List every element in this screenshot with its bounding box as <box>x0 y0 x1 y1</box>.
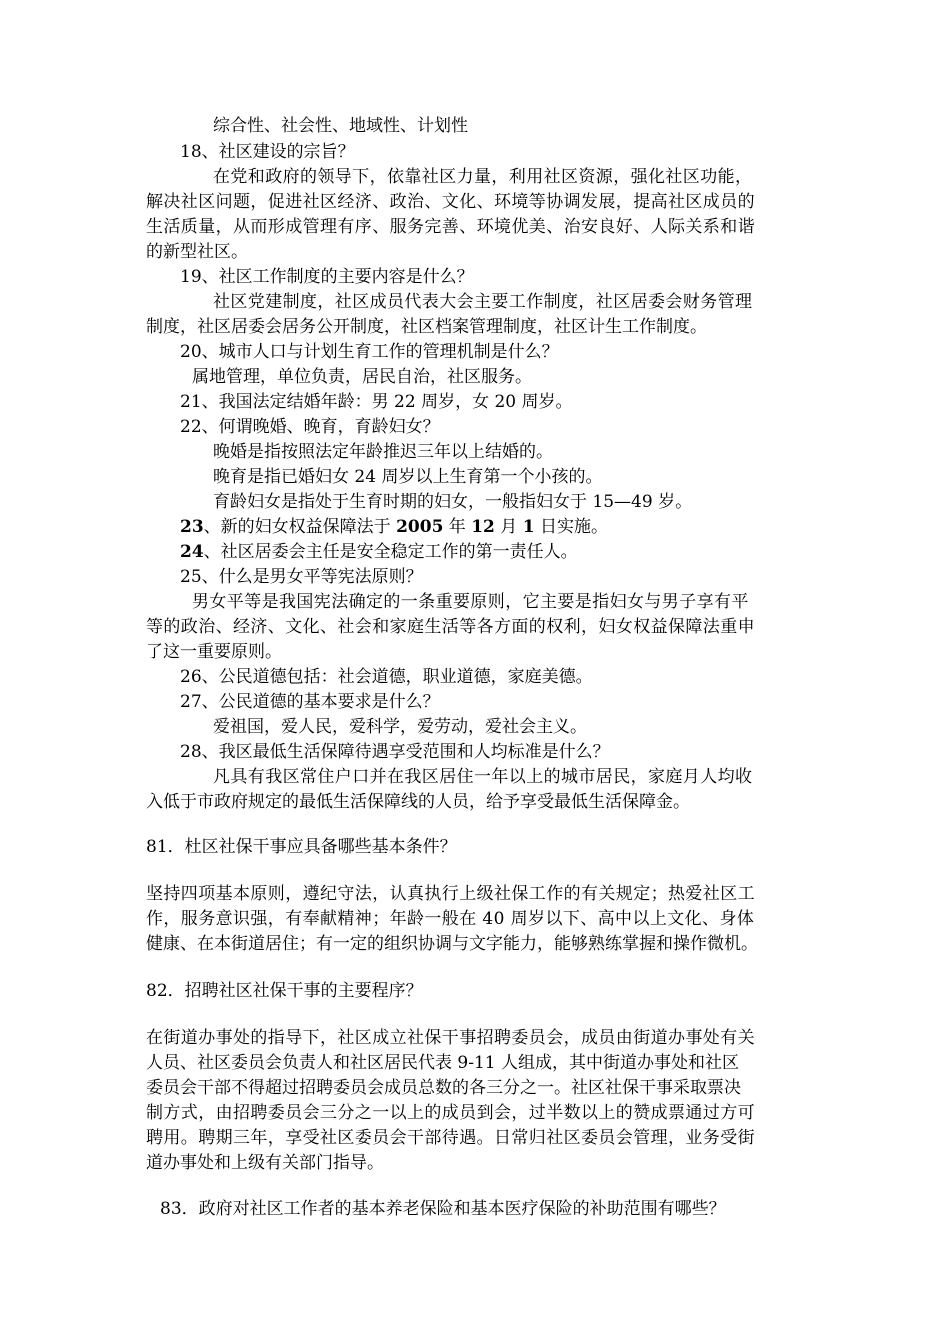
text-line: 社区党建制度，社区成员代表大会主要工作制度，社区居委会财务管理 <box>213 292 753 312</box>
text-line: 晚婚是指按照法定年龄推迟三年以上结婚的。 <box>213 442 553 462</box>
question-heading: 28、我区最低生活保障待遇享受范围和人均标准是什么？ <box>180 742 610 762</box>
bold-fact-line: 23、新的妇女权益保障法于 2005 年 12 月 1 日实施。 <box>180 517 608 537</box>
question-heading: 20、城市人口与计划生育工作的管理机制是什么？ <box>180 342 559 362</box>
text-line: 作，服务意识强，有奉献精神；年龄一般在 40 周岁以下、高中以上文化、身体 <box>146 909 755 929</box>
bold-fact-line: 24、社区居委会主任是安全稳定工作的第一责任人。 <box>180 542 578 562</box>
bold-number: 24 <box>180 542 204 562</box>
text-line: 委员会干部不得超过招聘委员会成员总数的各三分之一。社区社保干事采取票决 <box>146 1078 741 1098</box>
text-line: 入低于市政府规定的最低生活保障线的人员，给予享受最低生活保障金。 <box>146 792 690 812</box>
text-line: 属地管理，单位负责，居民自治，社区服务。 <box>192 367 532 387</box>
bold-number: 1 <box>522 517 535 537</box>
question-heading: 18、社区建设的宗旨？ <box>180 142 355 162</box>
text-line: 解决社区问题，促进社区经济、政治、文化、环境等协调发展，提高社区成员的 <box>146 192 755 212</box>
question-heading: 81．杜区社保干事应具备哪些基本条件？ <box>146 837 457 857</box>
text-line: 健康、在本街道居住；有一定的组织协调与文字能力，能够熟练掌握和操作微机。 <box>146 934 758 954</box>
text-line: 坚持四项基本原则，遵纪守法，认真执行上级社保工作的有关规定；热爱社区工 <box>146 884 755 904</box>
text-line: 了这一重要原则。 <box>146 642 282 662</box>
text-line: 制度，社区居委会居务公开制度，社区档案管理制度，社区计生工作制度。 <box>146 317 707 337</box>
text-line: 人员、社区委员会负责人和社区居民代表 9-11 人组成，其中街道办事处和社区 <box>146 1053 739 1073</box>
text-line: 制方式，由招聘委员会三分之一以上的成员到会，过半数以上的赞成票通过方可 <box>146 1103 755 1123</box>
question-heading: 83．政府对社区工作者的基本养老保险和基本医疗保险的补助范围有哪些？ <box>160 1199 726 1219</box>
text-line: 爱祖国，爱人民，爱科学，爱劳动，爱社会主义。 <box>213 717 587 737</box>
text-line: 聘用。聘期三年，享受社区委员会干部待遇。日常归社区委员会管理，业务受街 <box>146 1128 755 1148</box>
bold-number: 23 <box>180 517 204 537</box>
text-line: 道办事处和上级有关部门指导。 <box>146 1153 384 1173</box>
bold-number: 2005 <box>396 517 444 537</box>
text-line: 生活质量，从而形成管理有序、服务完善、环境优美、治安良好、人际关系和谐 <box>146 217 755 237</box>
question-heading: 19、社区工作制度的主要内容是什么？ <box>180 267 474 287</box>
question-heading: 26、公民道德包括：社会道德，职业道德，家庭美德。 <box>180 667 593 687</box>
text-line: 在党和政府的领导下，依靠社区力量，利用社区资源，强化社区功能， <box>213 167 753 187</box>
text-line: 男女平等是我国宪法确定的一条重要原则，它主要是指妇女与男子享有平 <box>192 592 749 612</box>
question-heading: 21、我国法定结婚年龄：男 22 周岁，女 20 周岁。 <box>180 392 573 412</box>
question-heading: 27、公民道德的基本要求是什么？ <box>180 692 440 712</box>
text-line: 育龄妇女是指处于生育时期的妇女，一般指妇女于 15—49 岁。 <box>213 492 693 512</box>
question-heading: 22、何谓晚婚、晚育，育龄妇女？ <box>180 417 440 437</box>
bold-number: 12 <box>471 517 495 537</box>
text-line: 的新型社区。 <box>146 242 248 262</box>
text-line: 晚育是指已婚妇女 24 周岁以上生育第一个小孩的。 <box>213 467 603 487</box>
question-heading: 25、什么是男女平等宪法原则？ <box>180 567 423 587</box>
text-line: 在街道办事处的指导下，社区成立社保干事招聘委员会，成员由街道办事处有关 <box>146 1028 755 1048</box>
text-line: 凡具有我区常住户口并在我区居住一年以上的城市居民，家庭月人均收 <box>213 767 753 787</box>
text-line: 综合性、社会性、地域性、计划性 <box>213 116 468 136</box>
question-heading: 82．招聘社区社保干事的主要程序？ <box>146 981 423 1001</box>
text-line: 等的政治、经济、文化、社会和家庭生活等各方面的权利，妇女权益保障法重申 <box>146 617 755 637</box>
